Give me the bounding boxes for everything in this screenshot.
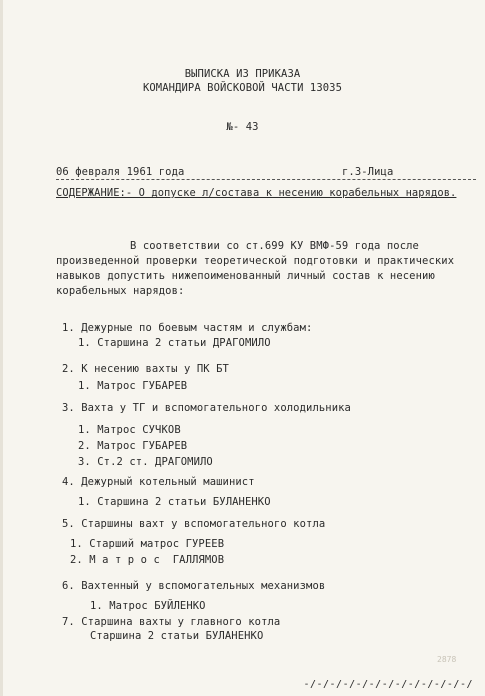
- item-1-person-1: 1. Старшина 2 статьи ДРАГОМИЛО: [78, 337, 271, 349]
- item-2-person-1: 1. Матрос ГУБАРЕВ: [78, 380, 188, 392]
- item-6-heading: 6. Вахтенный у вспомогательных механизмов: [62, 580, 326, 592]
- order-subject: СОДЕРЖАНИЕ:- О допуске л/состава к несению корабельных нарядов.: [56, 187, 457, 199]
- item-7-person-1: Старшина 2 статьи БУЛАНЕНКО: [90, 630, 264, 642]
- footer-signature-line: -/-/-/-/-/-/-/-/-/-/-/-/-/: [303, 679, 473, 690]
- item-2-heading: 2. К несению вахты у ПК БТ: [62, 363, 229, 375]
- archive-stamp: 2878: [437, 655, 457, 664]
- item-7-heading: 7. Старшина вахты у главного котла: [62, 616, 281, 628]
- item-6-person-1: 1. Матрос БУЙЛЕНКО: [90, 600, 206, 612]
- dotted-line: [56, 179, 476, 180]
- item-5-heading: 5. Старшины вахт у вспомогательного котла: [62, 518, 326, 530]
- header-title-line1: ВЫПИСКА ИЗ ПРИКАЗА: [184, 68, 301, 80]
- header-title-line2: КОМАНДИРА ВОЙСКОВОЙ ЧАСТИ 13035: [142, 82, 343, 94]
- item-1-heading: 1. Дежурные по боевым частям и службам:: [62, 322, 313, 334]
- item-5-person-1: 1. Старший матрос ГУРЕЕВ: [70, 538, 225, 550]
- item-4-person-1: 1. Старшина 2 статьи БУЛАНЕНКО: [78, 496, 271, 508]
- item-3-person-1: 1. Матрос СУЧКОВ: [78, 424, 181, 436]
- intro-line-4: корабельных нарядов:: [56, 285, 185, 297]
- intro-line-1: В соответствии со ст.699 КУ ВМФ-59 года после: [130, 240, 419, 252]
- item-3-person-2: 2. Матрос ГУБАРЕВ: [78, 440, 188, 452]
- item-3-person-3: 3. Ст.2 ст. ДРАГОМИЛО: [78, 456, 213, 468]
- order-place: г.З-Лица: [342, 166, 394, 178]
- item-5-person-2: 2. М а т р о с ГАЛЛЯМОВ: [70, 554, 225, 566]
- item-4-heading: 4. Дежурный котельный машинист: [62, 476, 255, 488]
- page-edge: [0, 0, 3, 696]
- order-date: 06 февраля 1961 года: [56, 166, 185, 178]
- order-number: №- 43: [226, 121, 259, 133]
- item-3-heading: 3. Вахта у ТГ и вспомогательного холодильника: [62, 402, 351, 414]
- intro-line-2: произведенной проверки теоретической подготовки и практических: [56, 255, 455, 267]
- intro-line-3: навыков допустить нижепоименованный личный состав к несению: [56, 270, 435, 282]
